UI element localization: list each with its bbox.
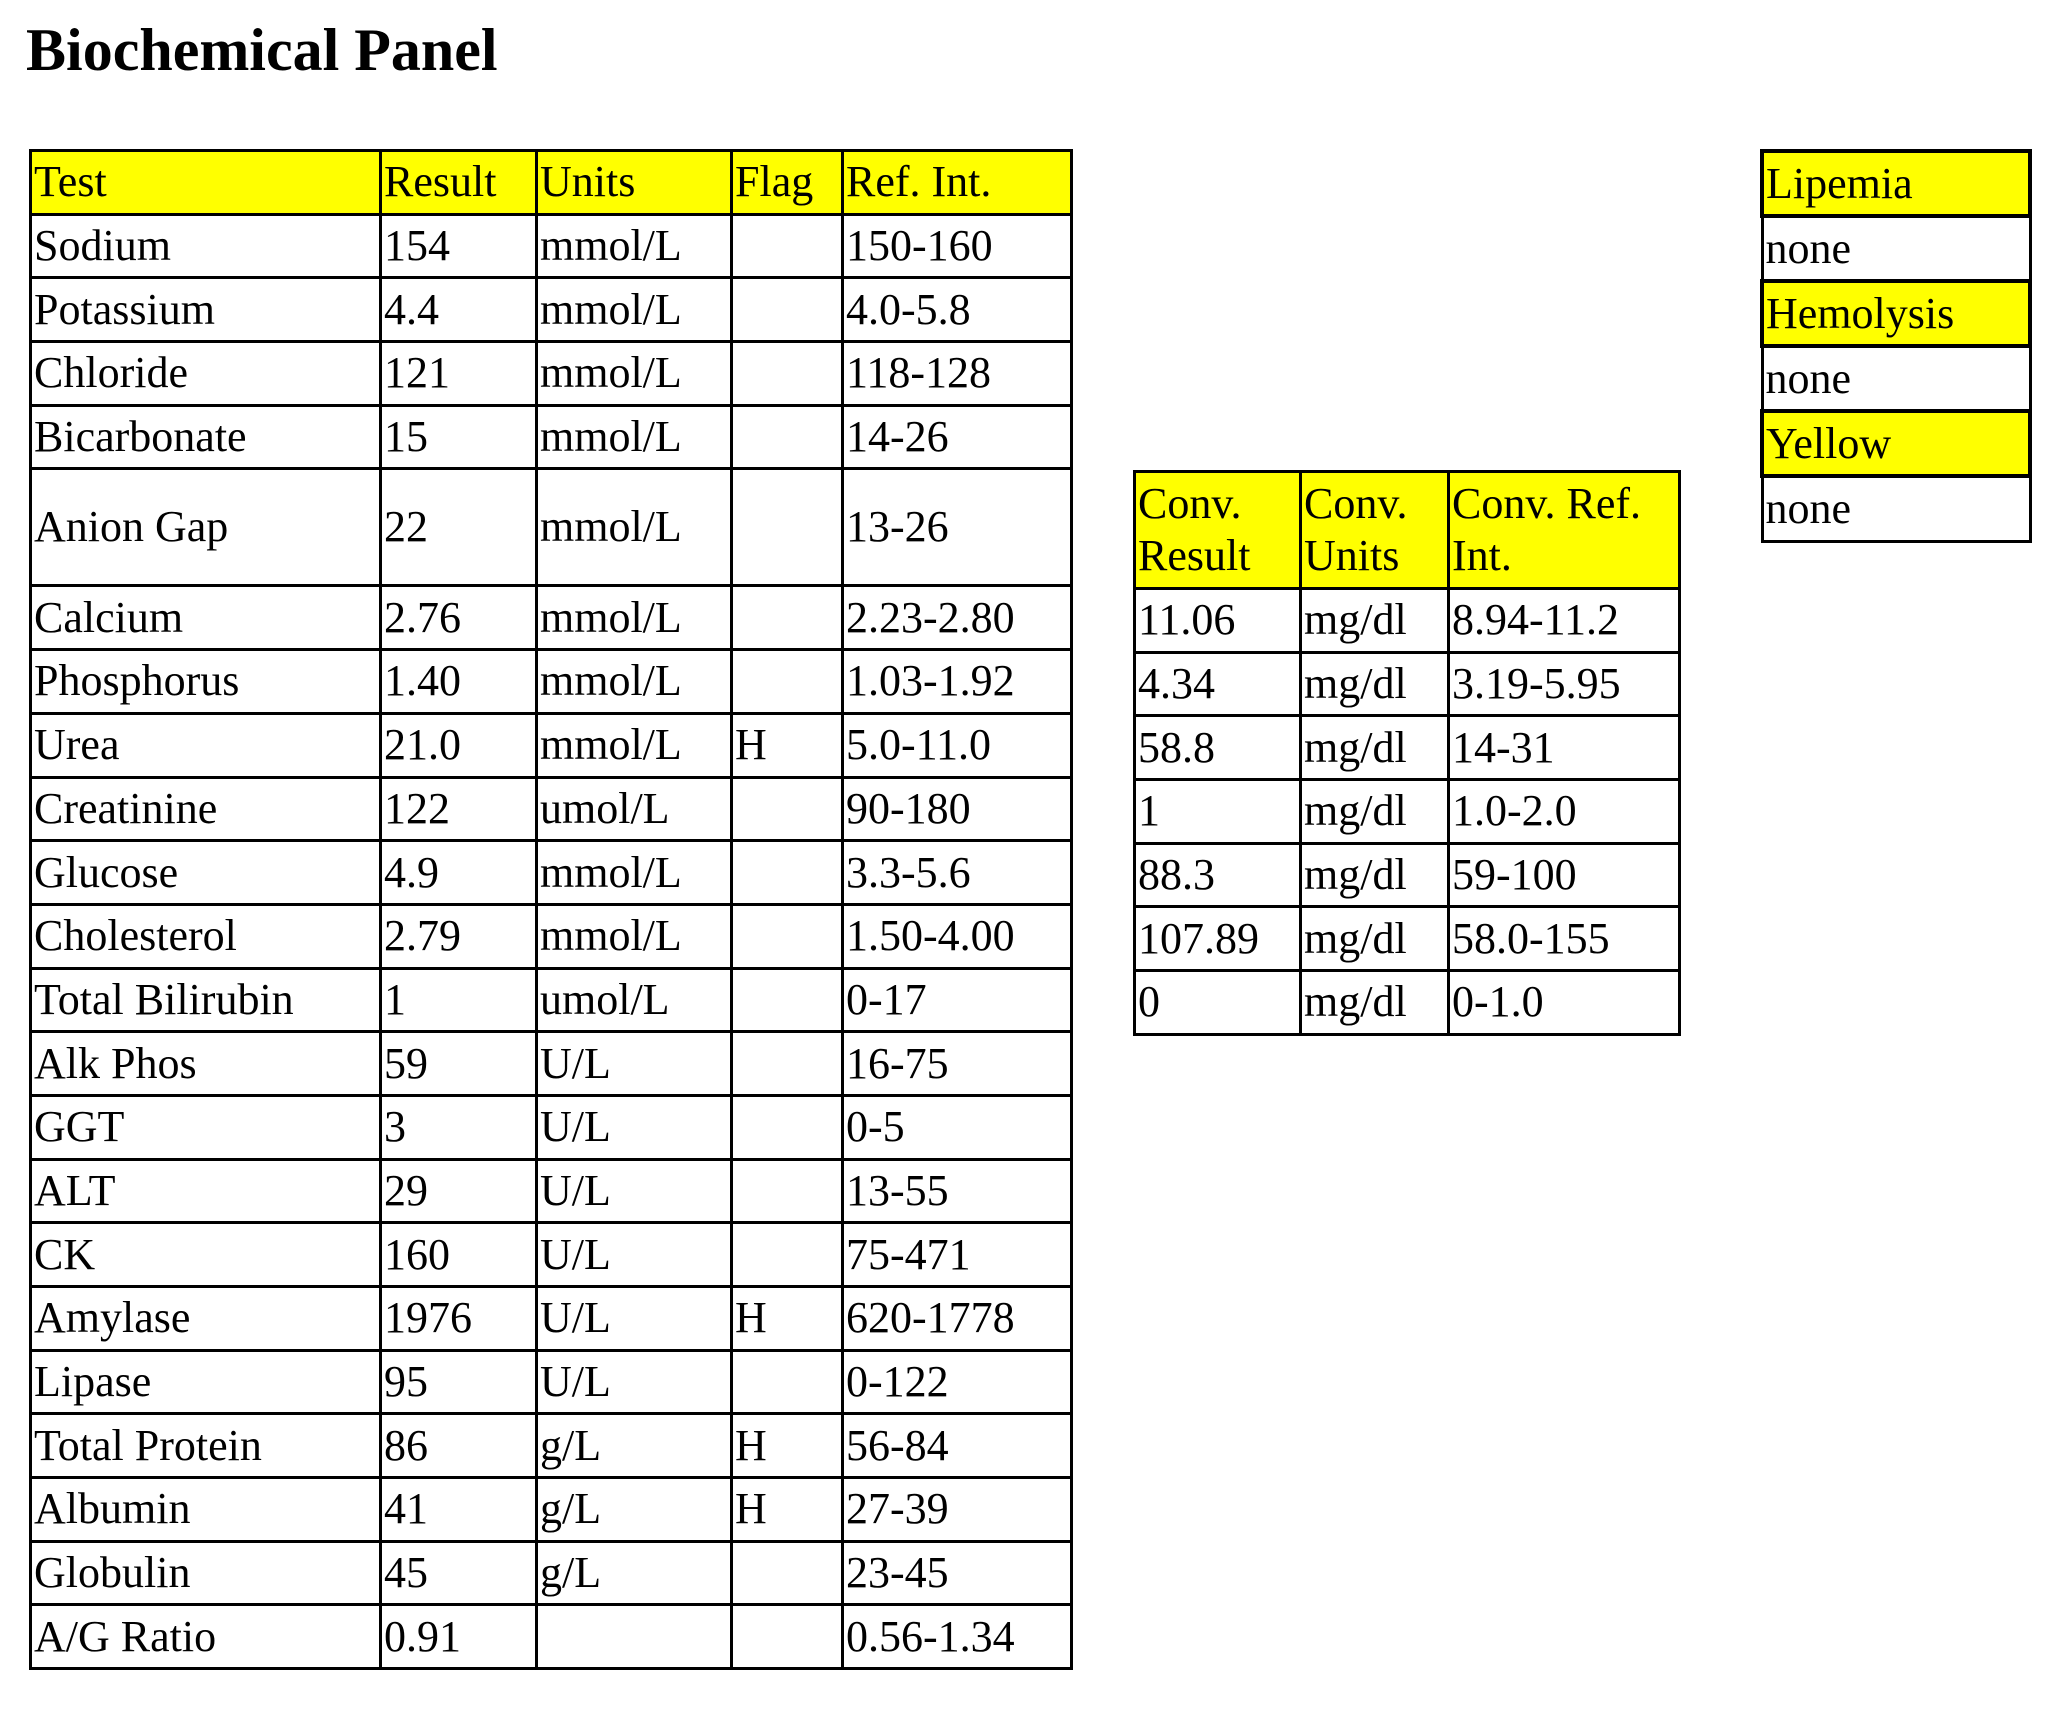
- yellow-value: none: [1762, 476, 2030, 541]
- conv-ref-int-cell: 3.19-5.95: [1449, 652, 1680, 716]
- ref-int-cell: 5.0-11.0: [843, 713, 1072, 777]
- flag-cell: [732, 342, 843, 406]
- lipemia-label-row: [1762, 151, 2030, 216]
- units-cell: mmol/L: [537, 405, 732, 469]
- test-cell: Calcium: [31, 586, 381, 650]
- flag-cell: [732, 1541, 843, 1605]
- result-cell: 2.76: [381, 586, 537, 650]
- hemolysis-value: none: [1762, 346, 2030, 411]
- units-cell: U/L: [537, 1350, 732, 1414]
- table-row: [31, 1605, 1072, 1669]
- test-cell: Total Bilirubin: [31, 968, 381, 1032]
- flag-cell: [732, 1032, 843, 1096]
- test-cell: Creatinine: [31, 777, 381, 841]
- units-cell: mmol/L: [537, 904, 732, 968]
- ref-int-cell: 13-26: [843, 469, 1072, 586]
- biochemical-results-table: [29, 149, 1073, 1670]
- test-cell: Anion Gap: [31, 469, 381, 586]
- result-cell: 29: [381, 1159, 537, 1223]
- result-cell: 15: [381, 405, 537, 469]
- flag-cell: [732, 469, 843, 586]
- table-row: [31, 968, 1072, 1032]
- units-cell: mmol/L: [537, 841, 732, 905]
- header-conv-ref-int: Conv. Ref. Int.: [1449, 472, 1680, 589]
- ref-int-cell: 14-26: [843, 405, 1072, 469]
- table-row: [1135, 716, 1680, 780]
- header-result: Result: [381, 151, 537, 215]
- conv-result-cell: 0: [1135, 971, 1301, 1035]
- table-row: [31, 1350, 1072, 1414]
- flag-cell: [732, 405, 843, 469]
- ref-int-cell: 4.0-5.8: [843, 278, 1072, 342]
- flag-cell: [732, 1350, 843, 1414]
- units-cell: [537, 1605, 732, 1669]
- flag-cell: [732, 968, 843, 1032]
- result-cell: 59: [381, 1032, 537, 1096]
- test-cell: ALT: [31, 1159, 381, 1223]
- conv-result-cell: 11.06: [1135, 589, 1301, 653]
- table-row: [1135, 652, 1680, 716]
- result-cell: 45: [381, 1541, 537, 1605]
- table-row: [31, 469, 1072, 586]
- flag-cell: H: [732, 713, 843, 777]
- table-row: [31, 342, 1072, 406]
- result-cell: 160: [381, 1223, 537, 1287]
- result-cell: 4.9: [381, 841, 537, 905]
- flag-cell: [732, 1605, 843, 1669]
- test-cell: Lipase: [31, 1350, 381, 1414]
- ref-int-cell: 90-180: [843, 777, 1072, 841]
- ref-int-cell: 16-75: [843, 1032, 1072, 1096]
- table-row: [1135, 780, 1680, 844]
- test-cell: Cholesterol: [31, 904, 381, 968]
- result-cell: 21.0: [381, 713, 537, 777]
- yellow-value-row: [1762, 476, 2030, 541]
- result-cell: 4.4: [381, 278, 537, 342]
- table-row: [31, 405, 1072, 469]
- conv-units-cell: mg/dl: [1301, 589, 1449, 653]
- table-row: [31, 278, 1072, 342]
- table-row: [1135, 843, 1680, 907]
- test-cell: Sodium: [31, 214, 381, 278]
- table-row: [31, 1223, 1072, 1287]
- test-cell: Potassium: [31, 278, 381, 342]
- header-conv-units: Conv. Units: [1301, 472, 1449, 589]
- table-row: [31, 904, 1072, 968]
- units-cell: U/L: [537, 1159, 732, 1223]
- conv-ref-int-cell: 14-31: [1449, 716, 1680, 780]
- result-cell: 2.79: [381, 904, 537, 968]
- conventional-units-table: [1133, 470, 1681, 1036]
- conv-ref-int-cell: 0-1.0: [1449, 971, 1680, 1035]
- table-row: [31, 1032, 1072, 1096]
- result-cell: 41: [381, 1478, 537, 1542]
- flag-cell: [732, 1095, 843, 1159]
- header-units: Units: [537, 151, 732, 215]
- lipemia-value-row: [1762, 216, 2030, 281]
- table-row: [31, 777, 1072, 841]
- units-cell: mmol/L: [537, 214, 732, 278]
- table-row: [31, 1541, 1072, 1605]
- conv-result-cell: 58.8: [1135, 716, 1301, 780]
- test-cell: Urea: [31, 713, 381, 777]
- conv-units-cell: mg/dl: [1301, 652, 1449, 716]
- ref-int-cell: 118-128: [843, 342, 1072, 406]
- units-cell: mmol/L: [537, 469, 732, 586]
- test-cell: Bicarbonate: [31, 405, 381, 469]
- hemolysis-value-row: [1762, 346, 2030, 411]
- table-row: [31, 841, 1072, 905]
- test-cell: CK: [31, 1223, 381, 1287]
- result-cell: 1: [381, 968, 537, 1032]
- header-row: [1135, 472, 1680, 589]
- units-cell: g/L: [537, 1414, 732, 1478]
- flag-cell: [732, 586, 843, 650]
- conv-ref-int-cell: 58.0-155: [1449, 907, 1680, 971]
- test-cell: Alk Phos: [31, 1032, 381, 1096]
- lipemia-label: Lipemia: [1762, 151, 2030, 216]
- units-cell: mmol/L: [537, 650, 732, 714]
- test-cell: Albumin: [31, 1478, 381, 1542]
- result-cell: 0.91: [381, 1605, 537, 1669]
- flag-cell: [732, 650, 843, 714]
- result-cell: 22: [381, 469, 537, 586]
- units-cell: mmol/L: [537, 713, 732, 777]
- test-cell: Total Protein: [31, 1414, 381, 1478]
- units-cell: umol/L: [537, 968, 732, 1032]
- table-row: [31, 1478, 1072, 1542]
- flag-cell: [732, 278, 843, 342]
- hemolysis-label-row: [1762, 281, 2030, 346]
- result-cell: 1.40: [381, 650, 537, 714]
- yellow-label-row: [1762, 411, 2030, 476]
- ref-int-cell: 75-471: [843, 1223, 1072, 1287]
- yellow-label: Yellow: [1762, 411, 2030, 476]
- ref-int-cell: 27-39: [843, 1478, 1072, 1542]
- conv-units-cell: mg/dl: [1301, 971, 1449, 1035]
- table-row: [31, 586, 1072, 650]
- conv-ref-int-cell: 8.94-11.2: [1449, 589, 1680, 653]
- ref-int-cell: 0.56-1.34: [843, 1605, 1072, 1669]
- result-cell: 154: [381, 214, 537, 278]
- ref-int-cell: 150-160: [843, 214, 1072, 278]
- result-cell: 3: [381, 1095, 537, 1159]
- result-cell: 86: [381, 1414, 537, 1478]
- test-cell: A/G Ratio: [31, 1605, 381, 1669]
- header-ref-int: Ref. Int.: [843, 151, 1072, 215]
- conv-units-cell: mg/dl: [1301, 716, 1449, 780]
- test-cell: Phosphorus: [31, 650, 381, 714]
- ref-int-cell: 0-17: [843, 968, 1072, 1032]
- ref-int-cell: 23-45: [843, 1541, 1072, 1605]
- header-row: [31, 151, 1072, 215]
- ref-int-cell: 13-55: [843, 1159, 1072, 1223]
- flag-cell: [732, 1159, 843, 1223]
- sample-quality-table: [1760, 149, 2032, 543]
- flag-cell: [732, 777, 843, 841]
- flag-cell: [732, 904, 843, 968]
- conv-ref-int-cell: 59-100: [1449, 843, 1680, 907]
- table-row: [31, 214, 1072, 278]
- ref-int-cell: 620-1778: [843, 1287, 1072, 1351]
- ref-int-cell: 3.3-5.6: [843, 841, 1072, 905]
- conv-result-cell: 88.3: [1135, 843, 1301, 907]
- test-cell: Globulin: [31, 1541, 381, 1605]
- ref-int-cell: 0-5: [843, 1095, 1072, 1159]
- table-row: [31, 713, 1072, 777]
- conv-units-cell: mg/dl: [1301, 907, 1449, 971]
- ref-int-cell: 1.03-1.92: [843, 650, 1072, 714]
- ref-int-cell: 2.23-2.80: [843, 586, 1072, 650]
- flag-cell: [732, 214, 843, 278]
- conv-result-cell: 1: [1135, 780, 1301, 844]
- units-cell: umol/L: [537, 777, 732, 841]
- flag-cell: H: [732, 1478, 843, 1542]
- header-flag: Flag: [732, 151, 843, 215]
- units-cell: U/L: [537, 1287, 732, 1351]
- conv-result-cell: 107.89: [1135, 907, 1301, 971]
- ref-int-cell: 56-84: [843, 1414, 1072, 1478]
- result-cell: 121: [381, 342, 537, 406]
- table-row: [31, 1287, 1072, 1351]
- lipemia-value: none: [1762, 216, 2030, 281]
- test-cell: Amylase: [31, 1287, 381, 1351]
- conv-result-cell: 4.34: [1135, 652, 1301, 716]
- conv-ref-int-cell: 1.0-2.0: [1449, 780, 1680, 844]
- table-row: [1135, 907, 1680, 971]
- units-cell: U/L: [537, 1095, 732, 1159]
- result-cell: 95: [381, 1350, 537, 1414]
- units-cell: mmol/L: [537, 278, 732, 342]
- table-row: [1135, 971, 1680, 1035]
- ref-int-cell: 1.50-4.00: [843, 904, 1072, 968]
- conv-units-cell: mg/dl: [1301, 780, 1449, 844]
- table-row: [31, 650, 1072, 714]
- flag-cell: H: [732, 1287, 843, 1351]
- table-row: [31, 1159, 1072, 1223]
- header-test: Test: [31, 151, 381, 215]
- test-cell: GGT: [31, 1095, 381, 1159]
- units-cell: U/L: [537, 1223, 732, 1287]
- units-cell: U/L: [537, 1032, 732, 1096]
- test-cell: Glucose: [31, 841, 381, 905]
- units-cell: mmol/L: [537, 342, 732, 406]
- hemolysis-label: Hemolysis: [1762, 281, 2030, 346]
- page-title: Biochemical Panel: [26, 17, 498, 83]
- table-row: [31, 1095, 1072, 1159]
- flag-cell: H: [732, 1414, 843, 1478]
- flag-cell: [732, 1223, 843, 1287]
- units-cell: g/L: [537, 1541, 732, 1605]
- units-cell: g/L: [537, 1478, 732, 1542]
- table-row: [31, 1414, 1072, 1478]
- result-cell: 1976: [381, 1287, 537, 1351]
- conv-units-cell: mg/dl: [1301, 843, 1449, 907]
- units-cell: mmol/L: [537, 586, 732, 650]
- header-conv-result: Conv. Result: [1135, 472, 1301, 589]
- result-cell: 122: [381, 777, 537, 841]
- test-cell: Chloride: [31, 342, 381, 406]
- ref-int-cell: 0-122: [843, 1350, 1072, 1414]
- table-row: [1135, 589, 1680, 653]
- flag-cell: [732, 841, 843, 905]
